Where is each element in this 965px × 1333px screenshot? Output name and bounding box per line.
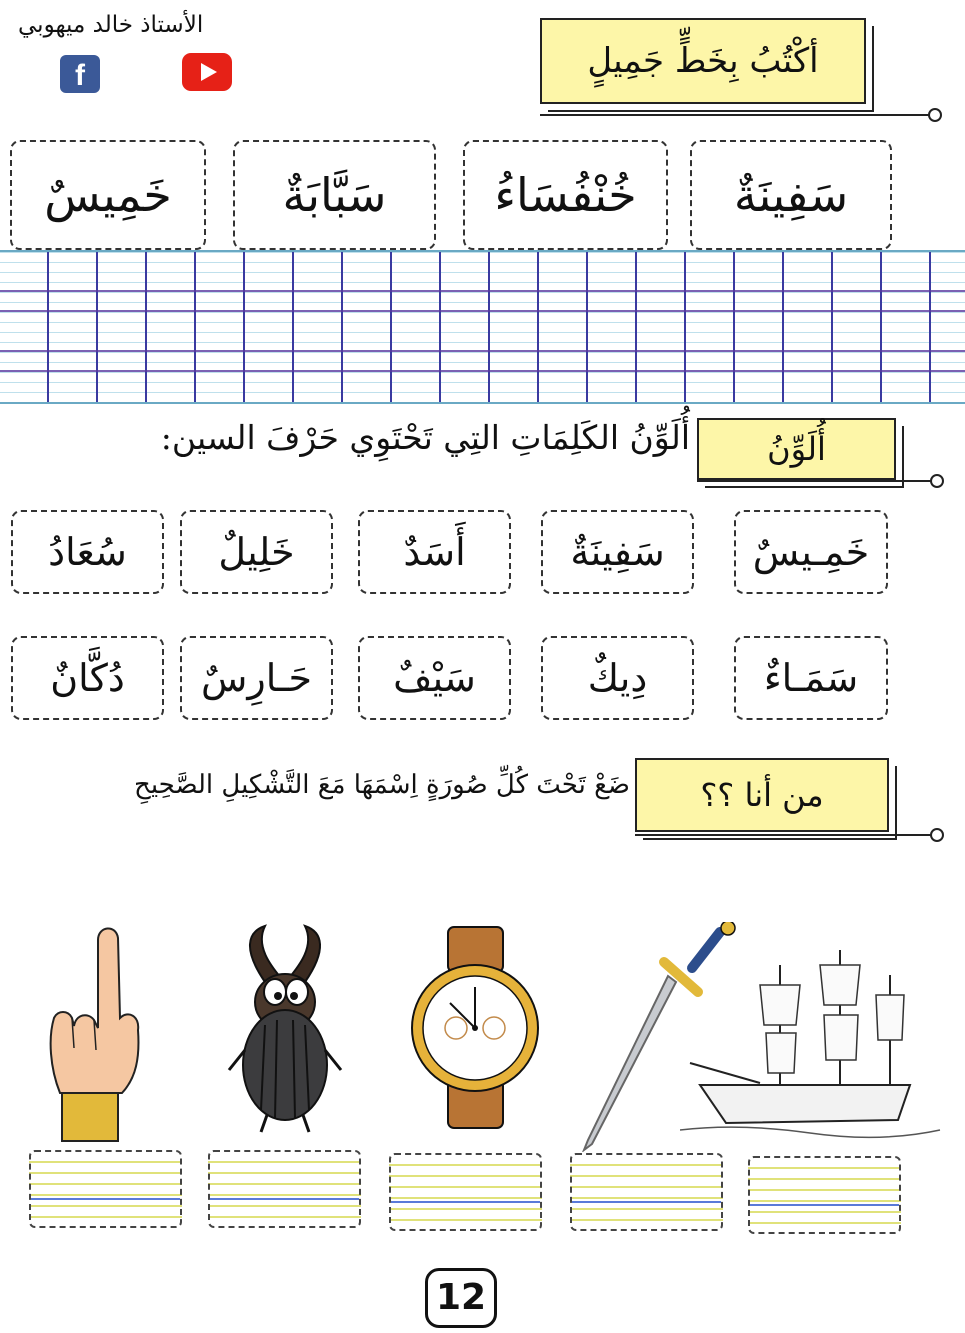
color-word[interactable]: سُعَادُ bbox=[11, 510, 164, 594]
answer-box[interactable] bbox=[208, 1150, 361, 1228]
write-word: خَمِيسٌ bbox=[10, 140, 206, 250]
color-word[interactable]: سَفِينَةٌ bbox=[541, 510, 694, 594]
grid-band bbox=[0, 290, 965, 292]
section-who-title: من أنا ؟؟ bbox=[635, 758, 889, 832]
grid-band bbox=[0, 370, 965, 372]
answer-box[interactable] bbox=[389, 1153, 542, 1231]
write-word: سَفِينَةٌ bbox=[690, 140, 892, 250]
color-word[interactable]: أَسَدٌ bbox=[358, 510, 511, 594]
color-word[interactable]: سَيْفٌ bbox=[358, 636, 511, 720]
title-underline bbox=[635, 834, 935, 836]
answer-box[interactable] bbox=[29, 1150, 182, 1228]
title-dot bbox=[930, 828, 944, 842]
color-word[interactable]: حَـارِسٌ bbox=[180, 636, 333, 720]
title-underline bbox=[697, 480, 932, 482]
title-underline bbox=[540, 114, 930, 116]
section-color-title: أُلَوِّنُ bbox=[697, 418, 896, 480]
write-word: خُنْفُسَاءُ bbox=[463, 140, 668, 250]
who-instruction: ضَعْ تَحْتَ كُلِّ صُورَةٍ اِسْمَهَا مَعَ التَّشْكِيلِ الصَّحِيحِ bbox=[134, 770, 630, 800]
author-name: الأستاذ خالد ميهوبي bbox=[18, 12, 204, 38]
color-word[interactable]: دُكَّانٌ bbox=[11, 636, 164, 720]
title-dot bbox=[930, 474, 944, 488]
section-write-title: أكْتُبُ بِخَطٍّ جَمِيلٍ bbox=[540, 18, 866, 104]
color-word[interactable]: سَمَـاءٌ bbox=[734, 636, 888, 720]
color-word[interactable]: خَمِـيسٌ bbox=[734, 510, 888, 594]
page-number: 12 bbox=[425, 1268, 497, 1328]
grid-band bbox=[0, 350, 965, 352]
answer-box[interactable] bbox=[570, 1153, 723, 1231]
color-instruction: أُلَوِّنُ الكَلِمَاتِ التِي تَحْتَوِي حَرْفَ السين: bbox=[160, 418, 690, 457]
title-dot bbox=[928, 108, 942, 122]
watch-picture bbox=[408, 925, 543, 1130]
color-word[interactable]: خَلِيلٌ bbox=[180, 510, 333, 594]
write-word: سَبَّابَةٌ bbox=[233, 140, 436, 250]
ship-picture bbox=[680, 945, 945, 1145]
grid-band bbox=[0, 310, 965, 312]
writing-grid[interactable] bbox=[0, 250, 965, 404]
color-word[interactable]: دِيكٌ bbox=[541, 636, 694, 720]
finger-picture bbox=[40, 918, 150, 1143]
facebook-icon[interactable]: f bbox=[60, 55, 100, 93]
answer-box[interactable] bbox=[748, 1156, 901, 1234]
youtube-icon[interactable] bbox=[182, 53, 232, 91]
beetle-picture bbox=[225, 920, 345, 1135]
